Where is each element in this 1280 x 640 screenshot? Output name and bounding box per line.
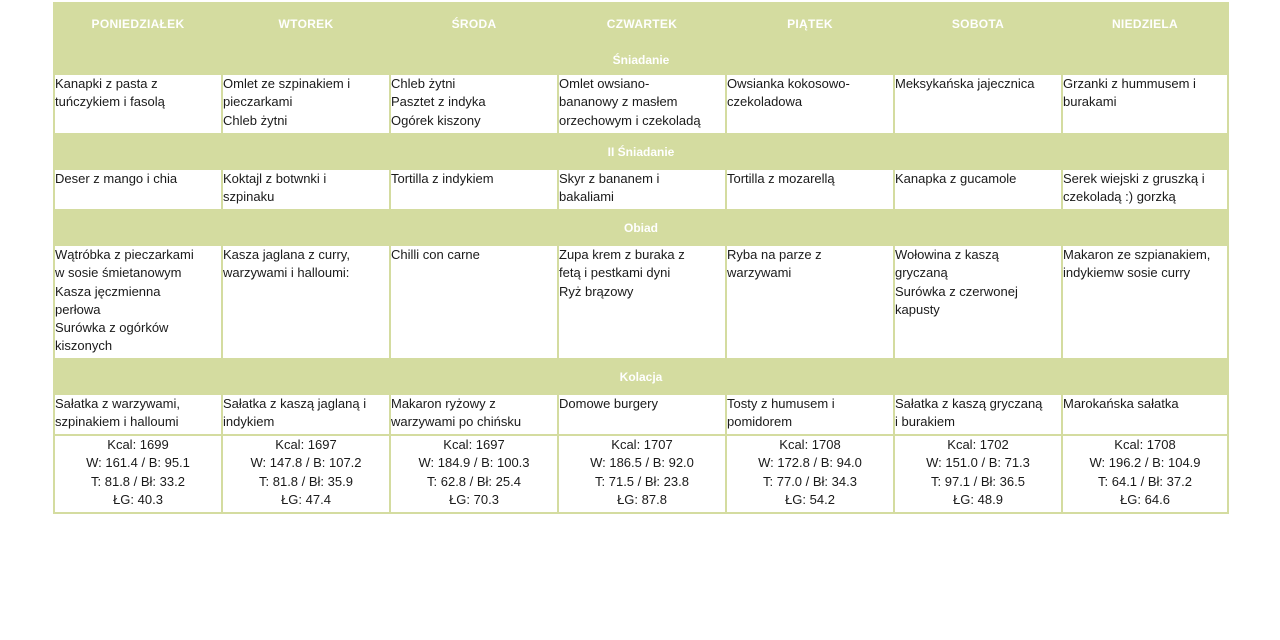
nutrition-value: Kcal: 1699 [107,437,169,452]
meal-section-row [54,134,1228,169]
meal-text: Tortilla z indykiem [391,171,494,186]
meal-text: Grzanki z hummusem i [1063,76,1196,91]
meal-cell [1062,74,1228,134]
day-header: ŚRODA [390,3,558,45]
meal-section-row [54,359,1228,394]
day-header: CZWARTEK [558,3,726,45]
meal-text: Meksykańska jajecznica [895,76,1035,91]
nutrition-value: T: 71.5 / Bł: 23.8 [595,473,689,489]
nutrition-value: Kcal: 1708 [779,437,841,452]
nutrition-summary-cell [1062,435,1228,513]
meal-cell [54,394,222,435]
meal-cell [222,169,390,210]
meal-section-row [54,210,1228,245]
meal-text: Surówka z ogórków [55,320,169,336]
meal-text: czekoladowa [727,94,803,110]
meal-text: Kasza jaglana z curry, [223,247,350,262]
meal-text: Deser z mango i chia [55,171,178,186]
meal-text: Serek wiejski z gruszką i [1063,171,1205,186]
meal-text: szpinaku [223,189,275,205]
nutrition-value: T: 81.8 / Bł: 35.9 [259,473,353,489]
nutrition-value: T: 64.1 / Bł: 37.2 [1098,473,1192,489]
meal-cell [54,169,222,210]
day-header: WTOREK [222,3,390,45]
nutrition-value: ŁG: 40.3 [113,491,163,507]
meal-text: burakami [1063,94,1117,110]
nutrition-summary-cell [894,435,1062,513]
nutrition-summary-cell [222,435,390,513]
meal-text: Tortilla z mozarellą [727,171,835,186]
meal-cell [222,394,390,435]
meal-cell [1062,169,1228,210]
meal-text: Sałatka z kaszą gryczaną [895,396,1043,411]
meal-plan-table [53,2,1229,514]
nutrition-value: Kcal: 1697 [443,437,505,452]
meal-text: gryczaną [895,265,948,281]
meal-cell [54,74,222,134]
nutrition-summary-cell [558,435,726,513]
meal-text: Makaron ryżowy z [391,396,496,411]
meal-cell [558,169,726,210]
meal-section-title: Obiad [54,210,1228,245]
meal-text: Owsianka kokosowo- [727,76,850,91]
meal-text: Wątróbka z pieczarkami [55,247,194,262]
meal-text: Kanapki z pasta z [55,76,158,91]
meal-text: tuńczykiem i fasolą [55,94,165,110]
meal-cell [54,245,222,359]
nutrition-summary-cell [390,435,558,513]
nutrition-value: ŁG: 47.4 [281,491,331,507]
meal-text: kapusty [895,301,940,317]
meal-row [54,394,1228,435]
meal-text: Chleb żytni [223,112,288,128]
meal-text: bananowy z masłem [559,94,678,110]
meal-text: Ryba na parze z [727,247,822,262]
meal-cell [558,74,726,134]
nutrition-value: T: 77.0 / Bł: 34.3 [763,473,857,489]
meal-row [54,74,1228,134]
meal-text: warzywami [727,265,792,281]
meal-text: Ryż brązowy [559,283,634,299]
meal-text: Kanapka z gucamole [895,171,1017,186]
meal-text: Kasza jęczmienna [55,283,161,299]
meal-row [54,169,1228,210]
meal-section-title: II Śniadanie [54,134,1228,169]
meal-text: Chilli con carne [391,247,480,262]
nutrition-summary-cell [54,435,222,513]
meal-text: warzywami i halloumi: [223,265,350,281]
meal-text: orzechowym i czekoladą [559,112,701,128]
meal-text: Surówka z czerwonej [895,283,1018,299]
nutrition-value: Kcal: 1708 [1114,437,1176,452]
meal-text: i burakiem [895,414,955,430]
nutrition-value: T: 97.1 / Bł: 36.5 [931,473,1025,489]
nutrition-value: W: 172.8 / B: 94.0 [758,455,862,471]
meal-cell [390,169,558,210]
nutrition-value: ŁG: 64.6 [1120,491,1170,507]
meal-cell [894,74,1062,134]
meal-text: bakaliami [559,189,614,205]
meal-cell [390,394,558,435]
nutrition-value: W: 161.4 / B: 95.1 [86,455,190,471]
meal-text: Pasztet z indyka [391,94,486,110]
nutrition-value: Kcal: 1697 [275,437,337,452]
nutrition-value: ŁG: 54.2 [785,491,835,507]
meal-text: Sałatka z kaszą jaglaną i [223,396,367,411]
meal-cell [390,74,558,134]
meal-text: pomidorem [727,414,793,430]
meal-cell [390,245,558,359]
meal-text: w sosie śmietanowym [55,265,182,281]
meal-cell [558,245,726,359]
day-header: PIĄTEK [726,3,894,45]
meal-text: Tosty z humusem i [727,396,835,411]
meal-text: Marokańska sałatka [1063,396,1179,411]
meal-text: indykiem [223,414,275,430]
meal-text: Domowe burgery [559,396,658,411]
meal-text: Omlet ze szpinakiem i [223,76,351,91]
meal-text: pieczarkami [223,94,293,110]
meal-text: kiszonych [55,338,113,354]
day-header-row [54,3,1228,45]
meal-cell [726,394,894,435]
meal-section-row [54,45,1228,74]
nutrition-value: ŁG: 48.9 [953,491,1003,507]
meal-cell [726,74,894,134]
meal-row [54,245,1228,359]
nutrition-value: W: 196.2 / B: 104.9 [1089,455,1201,471]
meal-text: Makaron ze szpianakiem, [1063,247,1211,262]
meal-text: Koktajl z botwnki i [223,171,327,186]
meal-cell [222,245,390,359]
meal-text: Omlet owsiano- [559,76,650,91]
meal-cell [894,245,1062,359]
meal-cell [222,74,390,134]
meal-cell [726,169,894,210]
meal-cell [726,245,894,359]
nutrition-totals-row [54,435,1228,513]
meal-text: czekoladą :) gorzką [1063,189,1176,205]
meal-cell [1062,394,1228,435]
nutrition-value: T: 81.8 / Bł: 33.2 [91,473,185,489]
day-header: NIEDZIELA [1062,3,1228,45]
nutrition-value: ŁG: 87.8 [617,491,667,507]
meal-cell [1062,245,1228,359]
meal-cell [558,394,726,435]
nutrition-value: Kcal: 1702 [947,437,1009,452]
nutrition-summary-cell [726,435,894,513]
nutrition-value: W: 151.0 / B: 71.3 [926,455,1030,471]
meal-section-title: Kolacja [54,359,1228,394]
meal-text: fetą i pestkami dyni [559,265,671,281]
nutrition-value: ŁG: 70.3 [449,491,499,507]
meal-section-title: Śniadanie [54,45,1228,74]
meal-text: Sałatka z warzywami, [55,396,180,411]
meal-text: indykiemw sosie curry [1063,265,1191,281]
meal-text: szpinakiem i halloumi [55,414,179,430]
nutrition-value: W: 147.8 / B: 107.2 [250,455,362,471]
meal-text: Ogórek kiszony [391,112,481,128]
nutrition-value: W: 184.9 / B: 100.3 [418,455,530,471]
meal-text: perłowa [55,301,101,317]
meal-text: warzywami po chińsku [391,414,522,430]
meal-text: Chleb żytni [391,76,456,91]
day-header: PONIEDZIAŁEK [54,3,222,45]
meal-text: Zupa krem z buraka z [559,247,685,262]
day-header: SOBOTA [894,3,1062,45]
meal-cell [894,169,1062,210]
meal-text: Skyr z bananem i [559,171,660,186]
nutrition-value: T: 62.8 / Bł: 25.4 [427,473,521,489]
nutrition-value: W: 186.5 / B: 92.0 [590,455,694,471]
meal-cell [894,394,1062,435]
nutrition-value: Kcal: 1707 [611,437,673,452]
meal-text: Wołowina z kaszą [895,247,999,262]
